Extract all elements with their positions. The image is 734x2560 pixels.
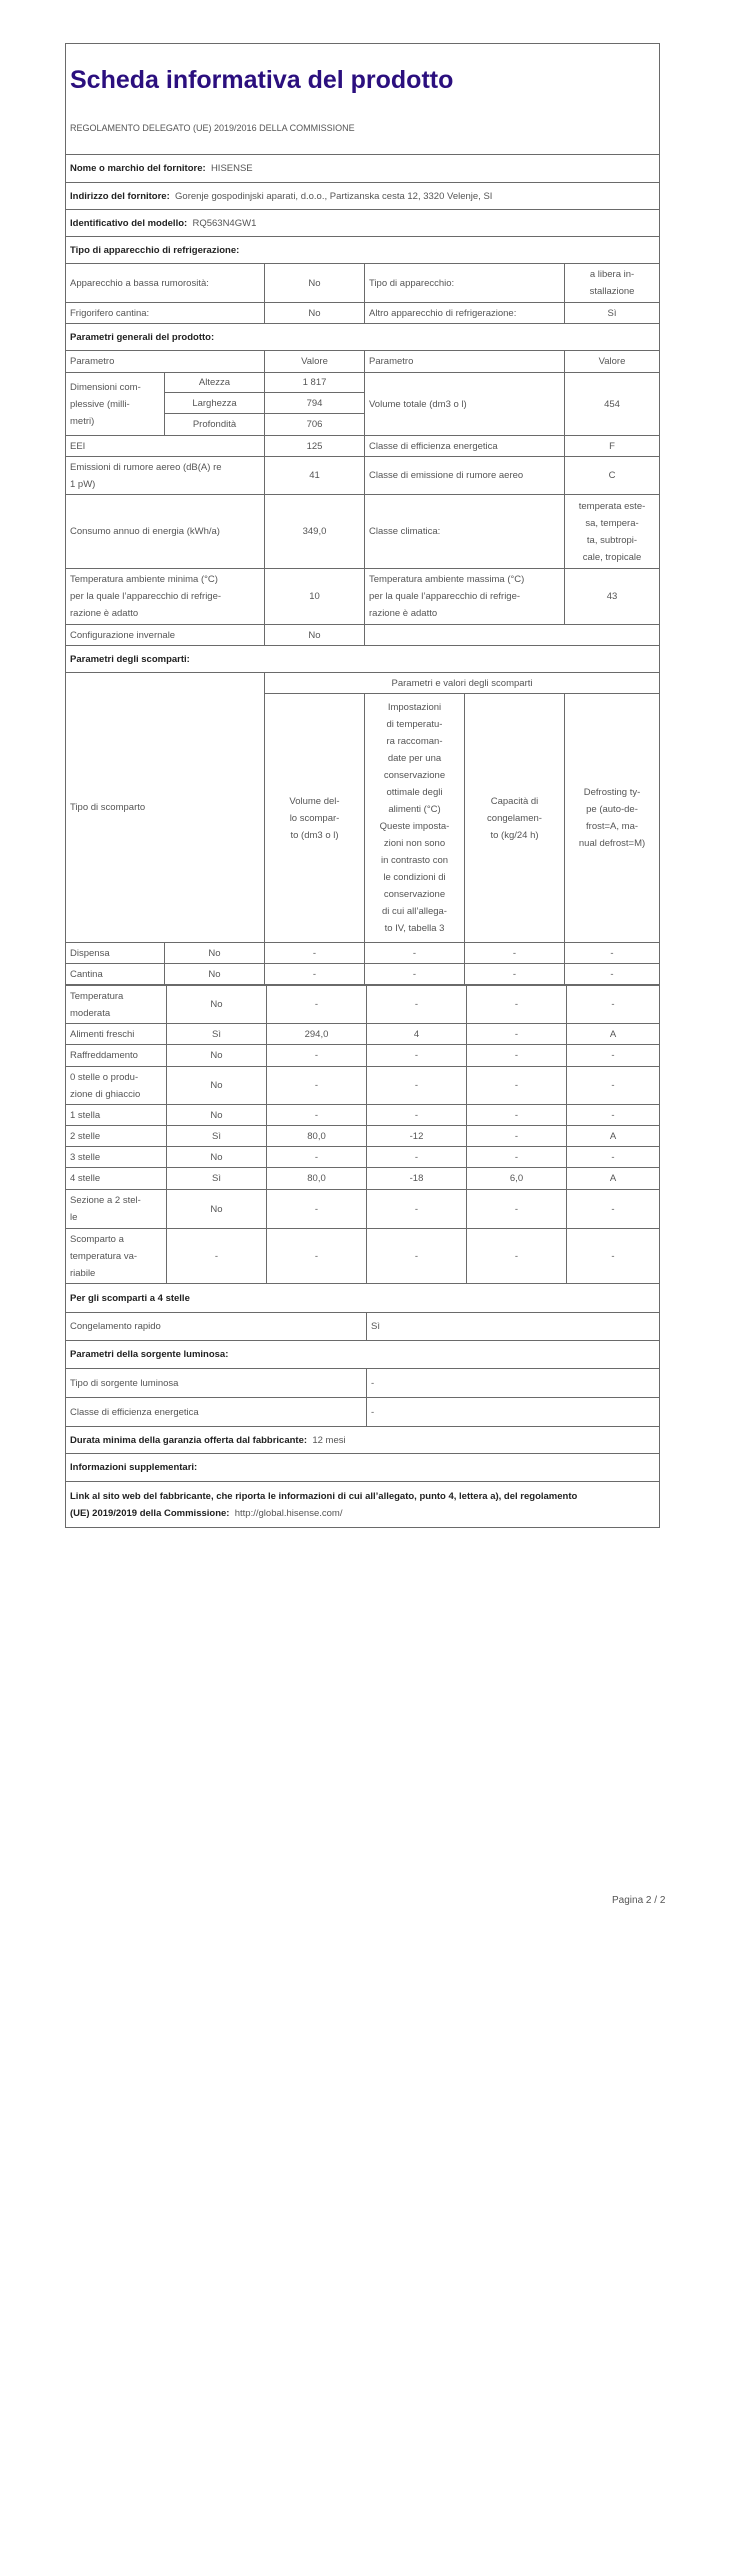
compartment-freeze-cell: - bbox=[467, 1067, 567, 1105]
compartment-present-cell: No bbox=[165, 943, 265, 964]
climate-class-label: Classe climatica: bbox=[365, 495, 565, 569]
compartment-temp-cell: 4 bbox=[367, 1024, 467, 1045]
dimensions-label: Dimensioni com- plessive (milli- metri) bbox=[66, 373, 165, 436]
compartment-row bbox=[66, 1229, 660, 1284]
compartment-row bbox=[66, 1105, 660, 1126]
energy-class-label: Classe di efficienza energetica bbox=[365, 436, 565, 457]
depth-value: 706 bbox=[265, 414, 365, 436]
eei-label: EEI bbox=[66, 436, 265, 457]
compartment-row bbox=[66, 1067, 660, 1105]
winter-config-value: No bbox=[265, 625, 365, 646]
compartment-present-cell: No bbox=[167, 1147, 267, 1168]
warranty-row bbox=[66, 1427, 660, 1454]
compartment-present-cell: Sì bbox=[167, 1024, 267, 1045]
compartment-row bbox=[66, 1168, 660, 1190]
compartment-temp-cell: -18 bbox=[367, 1168, 467, 1190]
compartment-volume-cell: - bbox=[267, 1045, 367, 1067]
product-info-table-page1 bbox=[65, 43, 660, 985]
fast-freeze-value: Sì bbox=[367, 1313, 660, 1341]
compartment-row bbox=[66, 986, 660, 1024]
compartment-row bbox=[66, 1045, 660, 1067]
compartment-freeze-cell: - bbox=[465, 964, 565, 985]
compartment-name-cell: Scomparto a temperatura va- riabile bbox=[66, 1229, 167, 1284]
eei-value: 125 bbox=[265, 436, 365, 457]
consumption-label: Consumo annuo di energia (kWh/a) bbox=[66, 495, 265, 569]
empty-cell bbox=[365, 625, 660, 646]
model-label: Identificativo del modello: bbox=[70, 217, 188, 229]
compartment-volume-cell: - bbox=[265, 943, 365, 964]
value-column-header: Valore bbox=[265, 351, 365, 373]
appliance-type-heading: Tipo di apparecchio di refrigerazione: bbox=[66, 237, 660, 264]
low-noise-value: No bbox=[265, 264, 365, 303]
compartment-rows bbox=[66, 986, 660, 1284]
compartment-present-cell: No bbox=[167, 1067, 267, 1105]
compartment-volume-cell: 294,0 bbox=[267, 1024, 367, 1045]
compartment-volume-cell: 80,0 bbox=[267, 1168, 367, 1190]
compartment-name-cell: 4 stelle bbox=[66, 1168, 167, 1190]
regulation-text: REGOLAMENTO DELEGATO (UE) 2019/2016 DELLA COMMISSIONE bbox=[70, 123, 355, 133]
supplier-address-value: Gorenje gospodinjski aparati, d.o.o., Partizanska cesta 12, 3320 Velenje, SI bbox=[175, 190, 493, 202]
compartment-defrost-cell: - bbox=[567, 986, 660, 1024]
compartment-freeze-cell: 6,0 bbox=[467, 1168, 567, 1190]
manufacturer-link-row bbox=[66, 1482, 660, 1528]
width-value: 794 bbox=[265, 393, 365, 414]
compartment-name-cell: Sezione a 2 stel- le bbox=[66, 1190, 167, 1229]
compartment-defrost-cell: - bbox=[567, 1067, 660, 1105]
other-appliance-value: Sì bbox=[565, 303, 660, 324]
wine-storage-label: Frigorifero cantina: bbox=[66, 303, 265, 324]
height-label: Altezza bbox=[165, 373, 265, 393]
compartment-freeze-cell: - bbox=[467, 1147, 567, 1168]
compartment-freeze-cell: - bbox=[467, 1024, 567, 1045]
total-volume-value: 454 bbox=[565, 373, 660, 436]
height-value: 1 817 bbox=[265, 373, 365, 393]
general-params-heading: Parametri generali del prodotto: bbox=[66, 324, 660, 351]
compartment-freeze-cell: - bbox=[467, 1105, 567, 1126]
compartment-volume-cell: - bbox=[267, 986, 367, 1024]
wine-storage-value: No bbox=[265, 303, 365, 324]
supplier-name-label: Nome o marchio del fornitore: bbox=[70, 163, 206, 174]
compartment-name-cell: 3 stelle bbox=[66, 1147, 167, 1168]
compartment-defrost-cell: - bbox=[567, 1229, 660, 1284]
compartment-temp-cell: - bbox=[367, 1067, 467, 1105]
four-star-heading: Per gli scomparti a 4 stelle bbox=[66, 1284, 660, 1313]
warranty-label: Durata minima della garanzia offerta dal fabbricante: bbox=[70, 1434, 308, 1446]
compartment-present-cell: No bbox=[167, 986, 267, 1024]
compartment-present-cell: Sì bbox=[167, 1168, 267, 1190]
extra-info-heading: Informazioni supplementari: bbox=[66, 1454, 660, 1482]
compartment-temp-cell: - bbox=[367, 1045, 467, 1067]
compartment-row bbox=[66, 1147, 660, 1168]
compartment-volume-cell: - bbox=[267, 1067, 367, 1105]
compartment-row bbox=[66, 1126, 660, 1147]
winter-config-label: Configurazione invernale bbox=[66, 625, 265, 646]
supplier-name-row bbox=[66, 155, 660, 183]
page-number: Pagina 2 / 2 bbox=[612, 1895, 666, 1906]
compartment-freeze-cell: - bbox=[467, 1045, 567, 1067]
compartment-name-cell: 1 stella bbox=[66, 1105, 167, 1126]
value-column-header: Valore bbox=[565, 351, 660, 373]
compartment-name-cell: Cantina bbox=[66, 964, 165, 985]
compartment-row bbox=[66, 943, 660, 964]
product-info-table-page2 bbox=[65, 985, 660, 1528]
compartment-defrost-cell: A bbox=[567, 1024, 660, 1045]
appliance-type-value: a libera in- stallazione bbox=[565, 264, 660, 303]
compartment-freeze-cell: - bbox=[467, 1126, 567, 1147]
noise-class-label: Classe di emissione di rumore aereo bbox=[365, 457, 565, 495]
compartment-values-header: Parametri e valori degli scomparti bbox=[265, 673, 660, 694]
compartment-present-cell: Sì bbox=[167, 1126, 267, 1147]
compartment-name-cell: Dispensa bbox=[66, 943, 165, 964]
compartment-row bbox=[66, 1190, 660, 1229]
model-value: RQ563N4GW1 bbox=[192, 217, 257, 229]
page-title: Scheda informativa del prodotto bbox=[70, 66, 454, 94]
compartment-type-header: Tipo di scomparto bbox=[66, 673, 265, 943]
param-column-header: Parametro bbox=[365, 351, 565, 373]
compartment-name-cell: Raffreddamento bbox=[66, 1045, 167, 1067]
light-type-value: - bbox=[367, 1369, 660, 1398]
climate-class-value: temperata este- sa, tempera- ta, subtropi- cale, tropicale bbox=[565, 495, 660, 569]
consumption-value: 349,0 bbox=[265, 495, 365, 569]
compartment-rows bbox=[66, 943, 660, 985]
compartment-present-cell: No bbox=[167, 1045, 267, 1067]
compartment-defrost-cell: - bbox=[567, 1045, 660, 1067]
defrost-type-header: Defrosting ty- pe (auto-de- frost=A, ma- nual defrost=M) bbox=[565, 694, 660, 943]
compartment-temp-cell: -12 bbox=[367, 1126, 467, 1147]
manufacturer-link-label: Link al sito web del fabbricante, che riporta le informazioni di cui all’allegato, punto 4, lettera a), del regolamento (UE) 2019/2019 della Commissione: bbox=[70, 1490, 578, 1519]
compartment-temp-cell: - bbox=[365, 943, 465, 964]
min-temp-label: Temperatura ambiente minima (°C) per la quale l’apparecchio di refrige- razione è adatto bbox=[66, 569, 265, 625]
compartment-row bbox=[66, 964, 660, 985]
compartment-name-cell: 0 stelle o produ- zione di ghiaccio bbox=[66, 1067, 167, 1105]
noise-class-value: C bbox=[565, 457, 660, 495]
light-source-heading: Parametri della sorgente luminosa: bbox=[66, 1341, 660, 1369]
compartment-defrost-cell: - bbox=[567, 1147, 660, 1168]
supplier-address-label: Indirizzo del fornitore: bbox=[70, 190, 170, 202]
min-temp-value: 10 bbox=[265, 569, 365, 625]
light-type-label: Tipo di sorgente luminosa bbox=[66, 1369, 367, 1398]
supplier-name-value: HISENSE bbox=[210, 163, 253, 174]
compartment-temp-cell: - bbox=[367, 1147, 467, 1168]
noise-label: Emissioni di rumore aereo (dB(A) re 1 pW) bbox=[66, 457, 265, 495]
volume-header: Volume del- lo scompar- to (dm3 o l) bbox=[265, 694, 365, 943]
compartment-volume-cell: - bbox=[265, 964, 365, 985]
appliance-type-label: Tipo di apparecchio: bbox=[365, 264, 565, 303]
low-noise-label: Apparecchio a bassa rumorosità: bbox=[66, 264, 265, 303]
manufacturer-link[interactable]: http://global.hisense.com/ bbox=[234, 1507, 343, 1519]
compartment-temp-cell: - bbox=[367, 1190, 467, 1229]
compartment-present-cell: No bbox=[167, 1105, 267, 1126]
param-column-header: Parametro bbox=[66, 351, 265, 373]
compartment-volume-cell: - bbox=[267, 1190, 367, 1229]
compartment-volume-cell: - bbox=[267, 1105, 367, 1126]
compartment-temp-cell: - bbox=[367, 1105, 467, 1126]
max-temp-value: 43 bbox=[565, 569, 660, 625]
compartment-present-cell: - bbox=[167, 1229, 267, 1284]
temperature-header: Impostazioni di temperatu- ra raccoman- date per una conservazione ottimale degli alimenti (°C) Queste imposta- zioni non sono in contrasto con le condizioni di conservazione di cui all’allega- to IV, tabella 3 bbox=[365, 694, 465, 943]
compartment-row bbox=[66, 1024, 660, 1045]
compartment-volume-cell: - bbox=[267, 1147, 367, 1168]
compartment-temp-cell: - bbox=[367, 986, 467, 1024]
compartment-present-cell: No bbox=[165, 964, 265, 985]
header-cell bbox=[66, 44, 660, 155]
fast-freeze-label: Congelamento rapido bbox=[66, 1313, 367, 1341]
compartment-defrost-cell: A bbox=[567, 1126, 660, 1147]
noise-value: 41 bbox=[265, 457, 365, 495]
compartment-defrost-cell: - bbox=[565, 964, 660, 985]
compartment-name-cell: Temperatura moderata bbox=[66, 986, 167, 1024]
compartment-defrost-cell: A bbox=[567, 1168, 660, 1190]
compartment-volume-cell: - bbox=[267, 1229, 367, 1284]
compartment-freeze-cell: - bbox=[467, 1190, 567, 1229]
compartment-temp-cell: - bbox=[365, 964, 465, 985]
compartment-volume-cell: 80,0 bbox=[267, 1126, 367, 1147]
compartment-name-cell: Alimenti freschi bbox=[66, 1024, 167, 1045]
light-class-label: Classe di efficienza energetica bbox=[66, 1398, 367, 1427]
compartment-present-cell: No bbox=[167, 1190, 267, 1229]
compartment-freeze-cell: - bbox=[467, 1229, 567, 1284]
max-temp-label: Temperatura ambiente massima (°C) per la quale l’apparecchio di refrige- razione è adatto bbox=[365, 569, 565, 625]
compartments-heading: Parametri degli scomparti: bbox=[66, 646, 660, 673]
energy-class-value: F bbox=[565, 436, 660, 457]
warranty-value: 12 mesi bbox=[312, 1434, 346, 1446]
model-row bbox=[66, 210, 660, 237]
light-class-value: - bbox=[367, 1398, 660, 1427]
freezing-capacity-header: Capacità di congelamen- to (kg/24 h) bbox=[465, 694, 565, 943]
supplier-address-row bbox=[66, 183, 660, 210]
compartment-temp-cell: - bbox=[367, 1229, 467, 1284]
compartment-freeze-cell: - bbox=[465, 943, 565, 964]
compartment-freeze-cell: - bbox=[467, 986, 567, 1024]
other-appliance-label: Altro apparecchio di refrigerazione: bbox=[365, 303, 565, 324]
compartment-name-cell: 2 stelle bbox=[66, 1126, 167, 1147]
width-label: Larghezza bbox=[165, 393, 265, 414]
depth-label: Profondità bbox=[165, 414, 265, 436]
compartment-defrost-cell: - bbox=[565, 943, 660, 964]
compartment-defrost-cell: - bbox=[567, 1105, 660, 1126]
total-volume-label: Volume totale (dm3 o l) bbox=[365, 373, 565, 436]
compartment-defrost-cell: - bbox=[567, 1190, 660, 1229]
